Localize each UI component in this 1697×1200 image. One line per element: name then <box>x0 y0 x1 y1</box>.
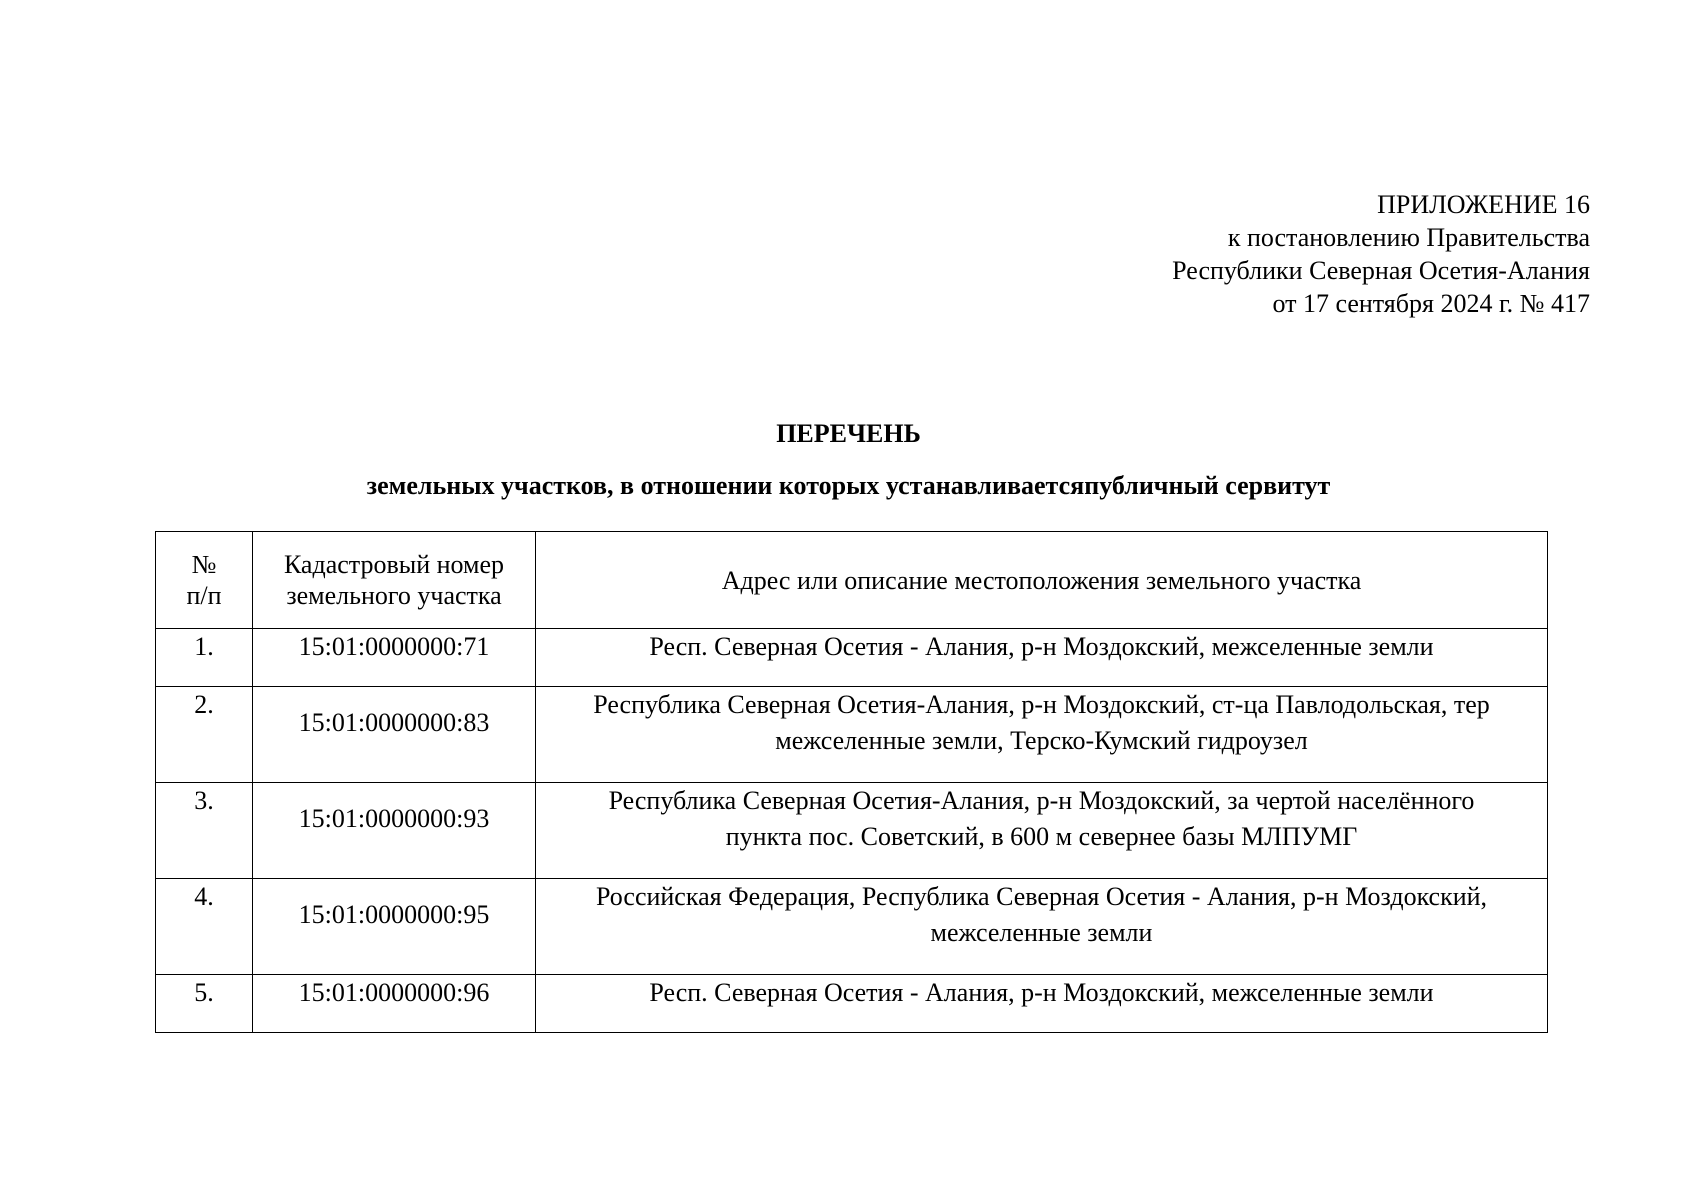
row-cadastral-number: 15:01:0000000:96 <box>253 975 536 1033</box>
row-cadastral-number: 15:01:0000000:93 <box>253 783 536 879</box>
header-cadastral-line2: земельного участка <box>286 581 502 610</box>
row-address-line1: Республика Северная Осетия-Алания, р-н Моздокский, за чертой населённого <box>608 786 1475 815</box>
header-cadastral-line1: Кадастровый номер <box>283 550 505 579</box>
header-address: Адрес или описание местоположения земельного участка <box>536 532 1548 629</box>
row-number: 1. <box>156 629 253 687</box>
row-address-line2: межселенные земли <box>930 918 1153 947</box>
header-number-line1: № <box>191 550 217 579</box>
row-address-line1: Республика Северная Осетия-Алания, р-н Моздокский, ст-ца Павлодольская, тер <box>593 690 1490 719</box>
appendix-block <box>990 188 1590 320</box>
row-number: 4. <box>156 879 253 975</box>
document-title: ПЕРЕЧЕНЬ <box>776 419 921 448</box>
appendix-number: ПРИЛОЖЕНИЕ 16 <box>1377 190 1590 219</box>
table-row <box>156 879 1548 975</box>
row-address-line2: межселенные земли, Терско-Кумский гидроузел <box>775 726 1308 755</box>
row-cadastral-number: 15:01:0000000:71 <box>253 629 536 687</box>
row-address-line1: Респ. Северная Осетия - Алания, р-н Моздокский, межселенные земли <box>649 978 1434 1007</box>
row-address <box>536 687 1548 783</box>
table-row <box>156 687 1548 783</box>
appendix-resolution-ref: к постановлению Правительства <box>1227 223 1590 252</box>
row-number: 5. <box>156 975 253 1033</box>
land-plots-table <box>155 531 1548 1033</box>
header-number <box>156 532 253 629</box>
row-address-line1: Респ. Северная Осетия - Алания, р-н Моздокский, межселенные земли <box>649 632 1434 661</box>
row-address <box>536 975 1548 1033</box>
row-number: 2. <box>156 687 253 783</box>
row-address <box>536 783 1548 879</box>
document-subtitle: земельных участков, в отношении которых устанавливаетсяпубличный сервитут <box>366 471 1331 500</box>
header-cadastral <box>253 532 536 629</box>
appendix-government-name: Республики Северная Осетия-Алания <box>1172 256 1590 285</box>
row-cadastral-number: 15:01:0000000:83 <box>253 687 536 783</box>
table-row <box>156 629 1548 687</box>
table-row <box>156 975 1548 1033</box>
row-address-line1: Российская Федерация, Республика Северная Осетия - Алания, р-н Моздокский, <box>595 882 1488 911</box>
row-address-line2: пункта пос. Советский, в 600 м севернее базы МЛПУМГ <box>725 822 1358 851</box>
row-number: 3. <box>156 783 253 879</box>
row-address <box>536 879 1548 975</box>
header-number-line2: п/п <box>186 581 222 610</box>
appendix-date-number: от 17 сентября 2024 г. № 417 <box>1272 289 1590 318</box>
table-row <box>156 783 1548 879</box>
row-address <box>536 629 1548 687</box>
row-cadastral-number: 15:01:0000000:95 <box>253 879 536 975</box>
table-header-row <box>156 532 1548 629</box>
